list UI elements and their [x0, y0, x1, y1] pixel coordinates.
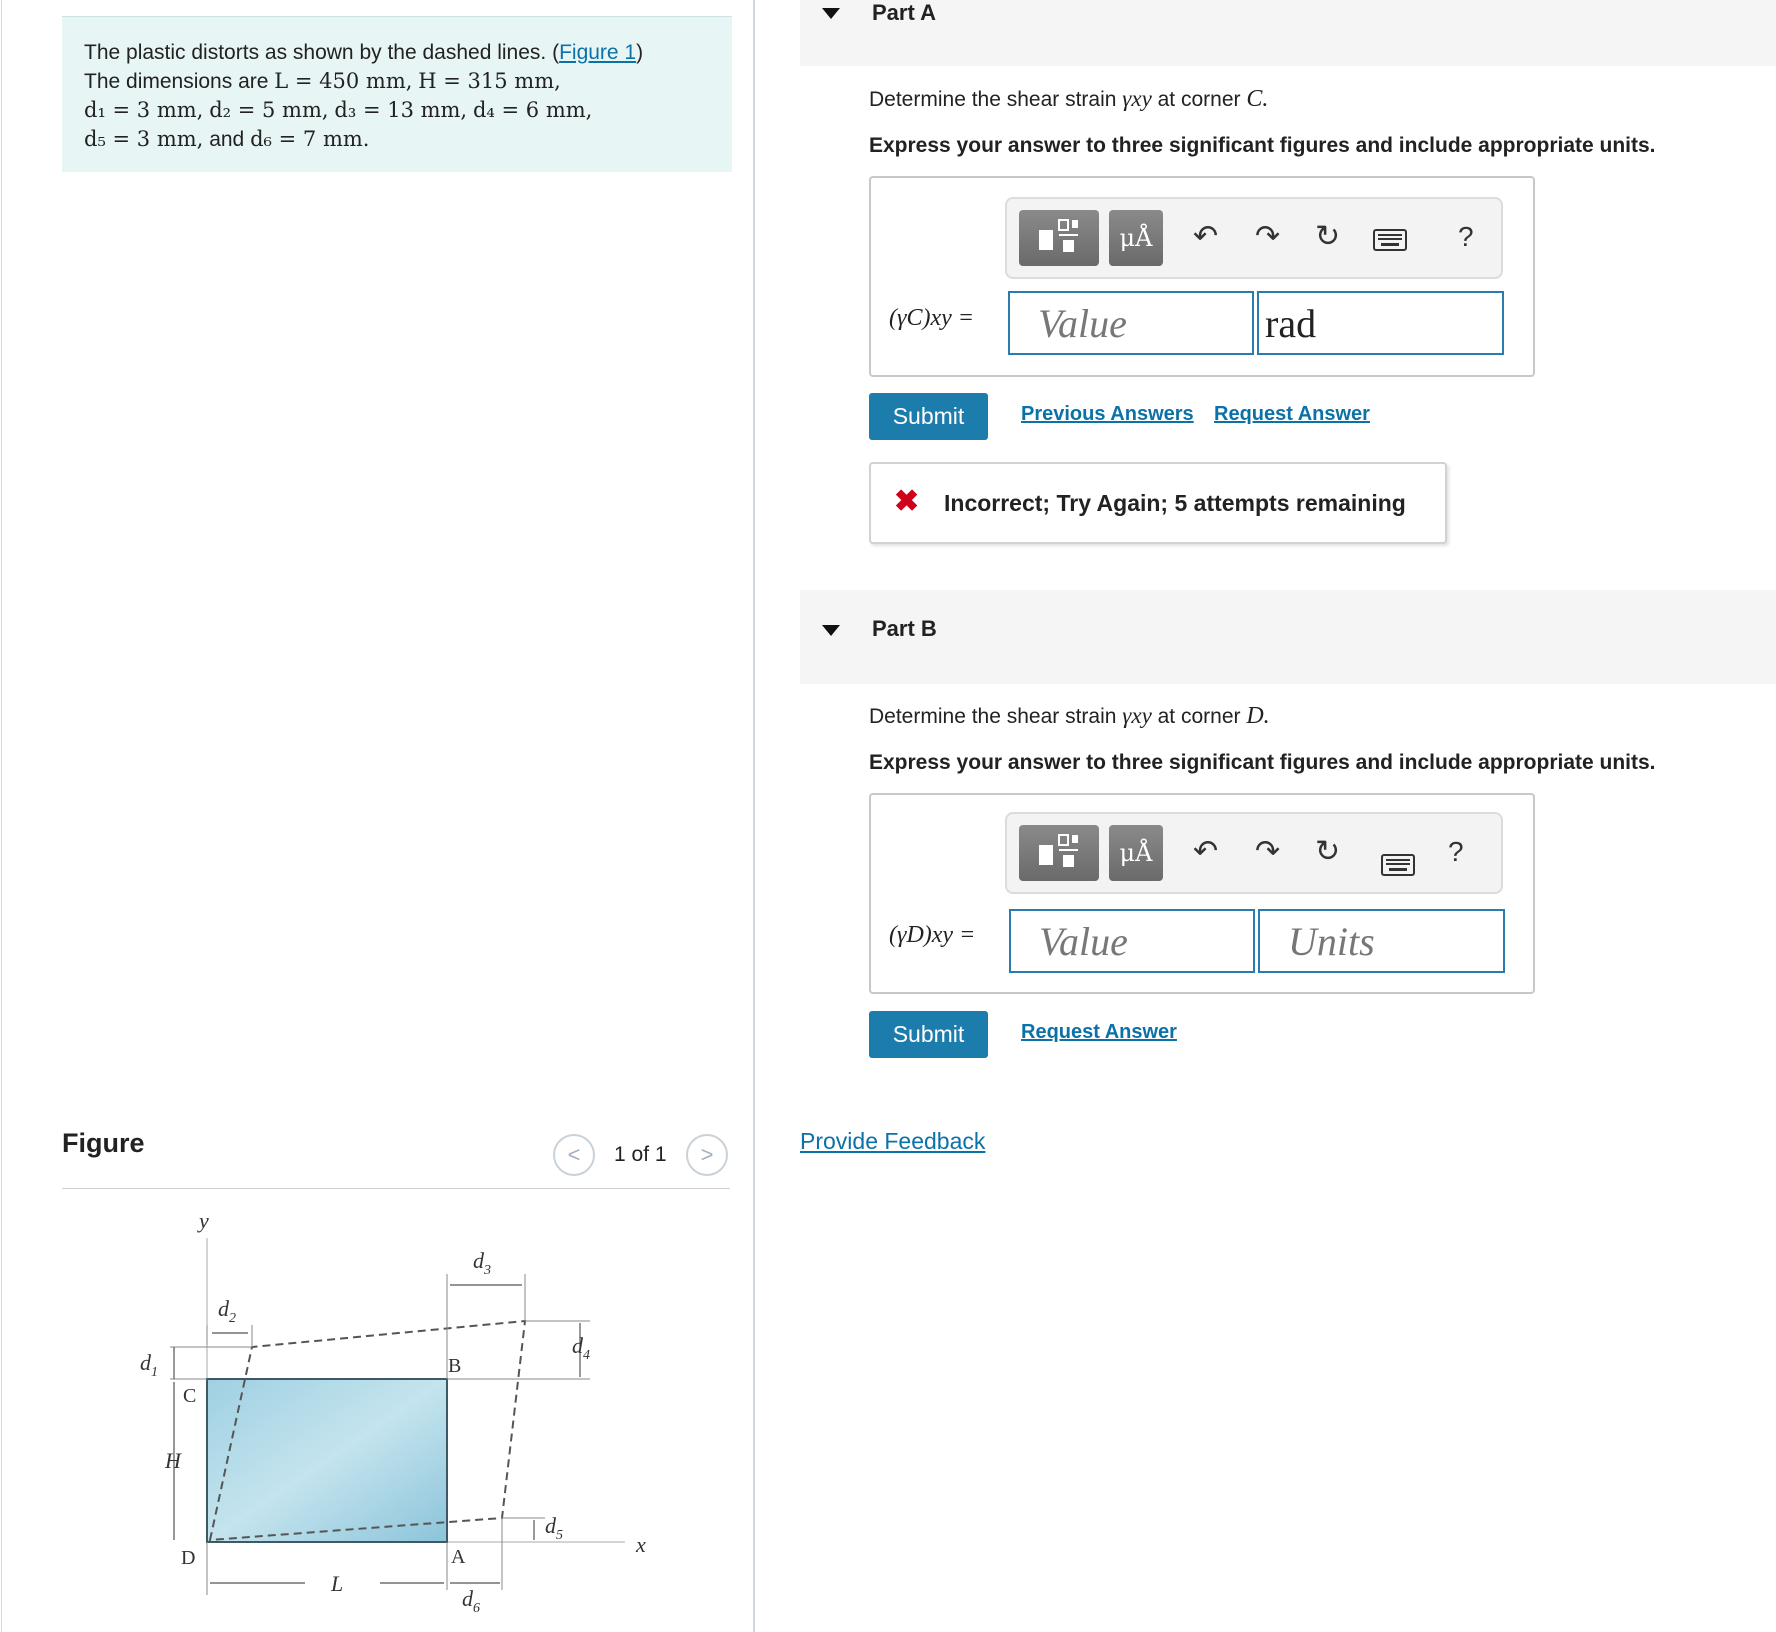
part-b-value-input[interactable]: Value — [1009, 909, 1255, 973]
redo-icon[interactable]: ↷ — [1255, 835, 1281, 868]
units-button[interactable] — [1109, 210, 1163, 266]
units-symbol: μÅ — [1119, 224, 1153, 252]
part-b-title: Part B — [872, 616, 937, 641]
collapse-caret-icon[interactable] — [822, 625, 840, 636]
x-axis-label: x — [636, 1532, 646, 1557]
provide-feedback-link[interactable]: Provide Feedback — [800, 1128, 986, 1154]
plastic-plate — [207, 1379, 447, 1542]
part-a-feedback — [869, 462, 1447, 544]
y-axis-label: y — [199, 1208, 209, 1233]
label-d1: $d_1$ — [140, 1350, 158, 1380]
figure-link[interactable]: Figure 1 — [559, 41, 637, 64]
undo-icon[interactable]: ↶ — [1193, 220, 1219, 253]
part-b-equation-label: (γD)xy = — [889, 922, 976, 948]
help-icon[interactable]: ? — [1448, 836, 1464, 867]
label-H: H — [165, 1448, 181, 1473]
part-b-math-toolbar — [1005, 812, 1503, 894]
part-b-prompt-at: at corner — [1157, 705, 1241, 728]
incorrect-x-icon: ✖ — [894, 485, 920, 518]
dim-d4: d₄ = 6 mm, — [472, 98, 593, 122]
figure-counter: 1 of 1 — [614, 1143, 667, 1166]
part-a-prompt-symbol: γxy — [1122, 86, 1152, 111]
part-b-prompt-corner: D. — [1246, 703, 1270, 729]
part-a-prompt-corner: C. — [1246, 86, 1269, 112]
part-a-math-toolbar — [1005, 197, 1503, 279]
part-b-instruction: Express your answer to three significant figures and include appropriate units. — [869, 751, 1656, 774]
dimensions-prefix: The dimensions are — [84, 70, 269, 93]
templates-button[interactable] — [1019, 210, 1099, 266]
chevron-left-icon: < — [567, 1142, 581, 1167]
templates-icon — [1029, 218, 1089, 258]
part-a-request-answer-link[interactable]: Request Answer — [1214, 403, 1370, 425]
dim-H: H = 315 mm, — [418, 69, 561, 93]
and-word: and — [209, 128, 245, 151]
previous-figure-button[interactable] — [553, 1134, 595, 1176]
part-b-prompt-text: Determine the shear strain — [869, 705, 1117, 728]
label-D: D — [181, 1547, 196, 1569]
templates-button[interactable] — [1019, 825, 1099, 881]
label-B: B — [448, 1355, 462, 1377]
problem-statement: The plastic distorts as shown by the dashed lines. (Figure 1) The dimensions are L = 450 mm, H = 315 mm, d₁ = 3 mm, d₂ = 5 mm, d₃ = 13 mm, d₄ = 6 mm, d₅ = 3 mm, and d₆ = 7 mm. — [62, 16, 732, 172]
part-a-prompt-at: at corner — [1157, 88, 1241, 111]
label-d5: $d_5$ — [545, 1513, 563, 1543]
redo-icon[interactable]: ↷ — [1255, 220, 1281, 253]
part-b-prompt — [869, 703, 1270, 730]
label-d2: $d_2$ — [218, 1296, 236, 1326]
part-b-units-input[interactable]: Units — [1258, 909, 1505, 973]
part-a-title: Part A — [872, 0, 936, 25]
left-border — [1, 0, 2, 1632]
dim-d5: d₅ = 3 mm, — [84, 127, 204, 151]
label-C: C — [183, 1385, 197, 1407]
dim-d2: d₂ = 5 mm, — [209, 98, 329, 122]
intro-text: The plastic distorts as shown by the dashed lines. — [84, 41, 547, 64]
distortion-figure — [62, 1195, 742, 1625]
part-a-header[interactable] — [800, 0, 1776, 66]
column-divider — [753, 0, 755, 1632]
dim-d1: d₁ = 3 mm, — [84, 98, 204, 122]
next-figure-button[interactable] — [686, 1134, 728, 1176]
part-a-units-input[interactable]: rad — [1257, 291, 1504, 355]
part-a-submit-button[interactable]: Submit — [869, 393, 988, 440]
figure-title: Figure — [62, 1128, 145, 1158]
label-d3: $d_3$ — [473, 1248, 491, 1278]
previous-answers-link[interactable]: Previous Answers — [1021, 403, 1194, 425]
part-a-value-input[interactable]: Value — [1008, 291, 1254, 355]
part-b-submit-button[interactable]: Submit — [869, 1011, 988, 1058]
part-a-prompt-text: Determine the shear strain — [869, 88, 1117, 111]
units-button[interactable] — [1109, 825, 1163, 881]
help-icon[interactable]: ? — [1458, 221, 1474, 252]
label-d4: $d_4$ — [572, 1333, 590, 1363]
label-L: L — [331, 1571, 344, 1596]
feedback-text: Incorrect; Try Again; 5 attempts remaining — [944, 490, 1406, 516]
dim-L: L = 450 mm, — [274, 69, 413, 93]
units-symbol: μÅ — [1119, 839, 1153, 867]
label-A: A — [451, 1546, 466, 1568]
part-b-prompt-symbol: γxy — [1122, 703, 1152, 728]
reset-icon[interactable]: ↻ — [1315, 835, 1341, 868]
part-b-request-answer-link[interactable]: Request Answer — [1021, 1021, 1177, 1043]
chevron-right-icon: > — [700, 1142, 714, 1167]
collapse-caret-icon[interactable] — [822, 8, 840, 19]
part-a-instruction: Express your answer to three significant figures and include appropriate units. — [869, 134, 1656, 157]
part-a-equation-label: (γC)xy = — [889, 305, 974, 331]
keyboard-icon[interactable] — [1373, 229, 1407, 251]
figure-divider — [62, 1188, 730, 1189]
dim-d6: d₆ = 7 mm. — [250, 127, 370, 151]
part-a-prompt — [869, 86, 1268, 113]
label-d6: $d_6$ — [462, 1586, 480, 1616]
undo-icon[interactable]: ↶ — [1193, 835, 1219, 868]
templates-icon — [1029, 833, 1089, 873]
keyboard-icon[interactable] — [1381, 854, 1415, 876]
part-b-header[interactable] — [800, 590, 1776, 684]
reset-icon[interactable]: ↻ — [1315, 220, 1341, 253]
dim-d3: d₃ = 13 mm, — [334, 98, 468, 122]
